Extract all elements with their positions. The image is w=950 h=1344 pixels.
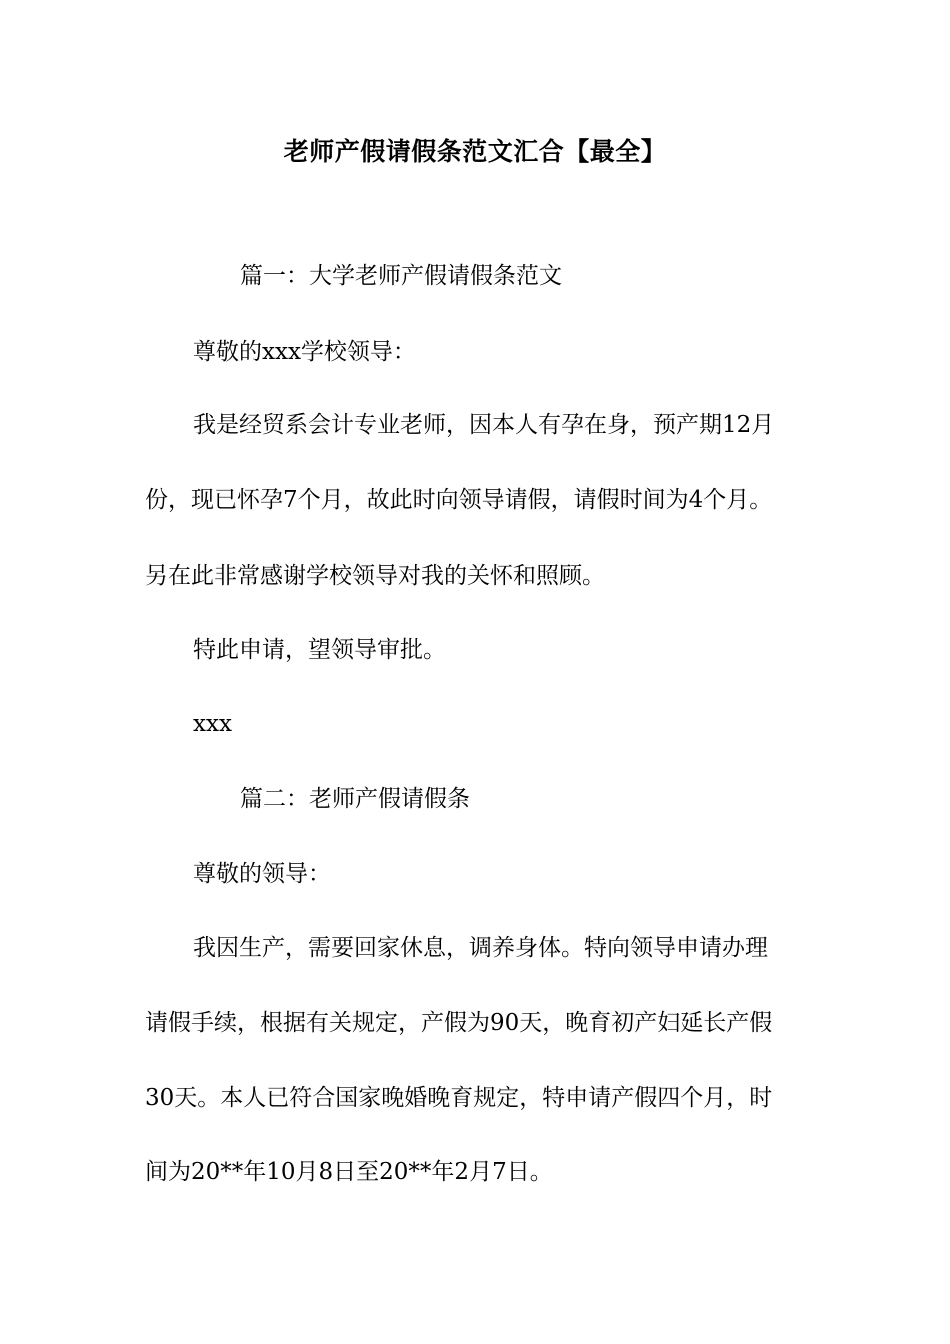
signature-1: xxx [193, 711, 232, 737]
closing-request-1: 特此申请，望领导审批。 [193, 637, 446, 663]
paragraph-1-line-2: 份，现已怀孕7个月，故此时向领导请假，请假时间为4个月。 [145, 487, 773, 513]
document-title: 老师产假请假条范文汇合【最全】 [283, 137, 667, 166]
paragraph-2-line-3: 30天。本人已符合国家晚婚晚育规定，特申请产假四个月，时 [145, 1085, 773, 1111]
section-heading-1: 篇一：大学老师产假请假条范文 [240, 263, 562, 289]
paragraph-1-line-1: 我是经贸系会计专业老师，因本人有孕在身，预产期12月 [193, 412, 775, 438]
paragraph-2-line-4: 间为20**年10月8日至20**年2月7日。 [145, 1159, 553, 1185]
section-heading-2: 篇二：老师产假请假条 [240, 786, 470, 812]
salutation-1: 尊敬的xxx学校领导： [193, 339, 416, 365]
paragraph-2-line-2: 请假手续，根据有关规定，产假为90天，晚育初产妇延长产假 [145, 1010, 773, 1036]
salutation-2: 尊敬的领导： [193, 861, 331, 887]
paragraph-1-line-3: 另在此非常感谢学校领导对我的关怀和照顾。 [145, 563, 605, 589]
paragraph-2-line-1: 我因生产，需要回家休息，调养身体。特向领导申请办理 [193, 935, 768, 961]
